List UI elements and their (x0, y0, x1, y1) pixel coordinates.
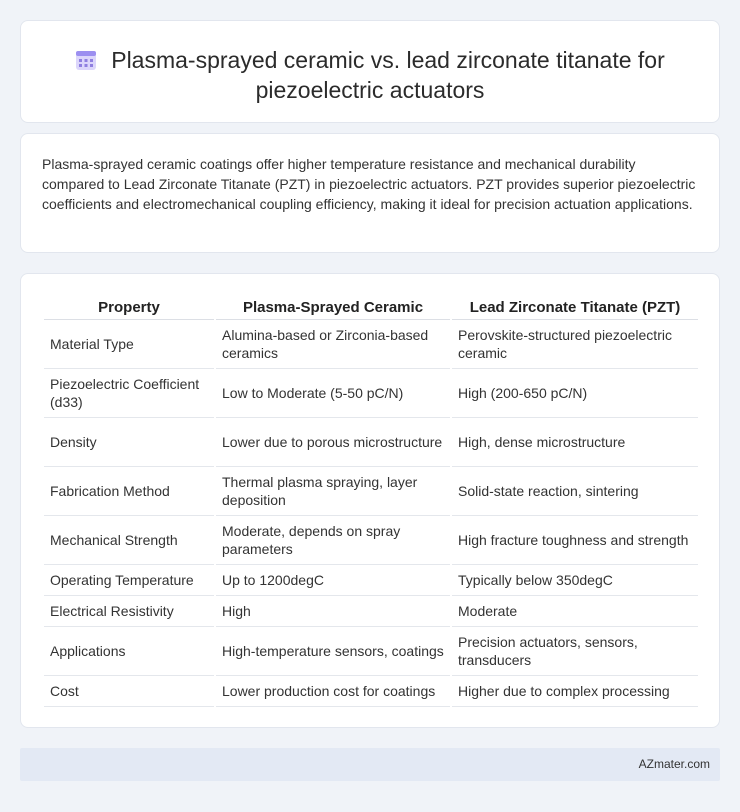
table-row (44, 565, 698, 596)
table-cell: Up to 1200degC (216, 565, 450, 596)
header-property: Property (44, 294, 214, 320)
table-row (44, 418, 698, 467)
table-cell: High, dense microstructure (452, 418, 698, 467)
header-plasma-sprayed-ceramic: Plasma-Sprayed Ceramic (216, 294, 450, 320)
summary-card (20, 133, 720, 253)
table-cell: Solid-state reaction, sintering (452, 467, 698, 516)
title-card (20, 20, 720, 123)
table-cell: Lower production cost for coatings (216, 676, 450, 707)
table-cell: Electrical Resistivity (44, 596, 214, 627)
table-cell: Typically below 350degC (452, 565, 698, 596)
table-cell: Perovskite-structured piezoelectric ceramic (452, 320, 698, 369)
table-cell: Fabrication Method (44, 467, 214, 516)
comparison-card (20, 273, 720, 728)
table-cell: High (200-650 pC/N) (452, 369, 698, 418)
table-cell: High (216, 596, 450, 627)
table-row (44, 467, 698, 516)
table-cell: Operating Temperature (44, 565, 214, 596)
table-cell: Alumina-based or Zirconia-based ceramics (216, 320, 450, 369)
summary-paragraph: Plasma-sprayed ceramic coatings offer higher temperature resistance and mechanical durability compared to Lead Zirconate Titanate (PZT) in piezoelectric actuators. PZT provides superior piezoelectric coefficients and electromechanical coupling efficiency, making it ideal for precision actuation applications. (42, 156, 696, 212)
table-cell: Mechanical Strength (44, 516, 214, 565)
page-title-text: Plasma-sprayed ceramic vs. lead zirconate titanate for piezoelectric actuators (111, 47, 665, 103)
table-row (44, 516, 698, 565)
footer-bar (20, 748, 720, 781)
table-row (44, 320, 698, 369)
header-pzt: Lead Zirconate Titanate (PZT) (452, 294, 698, 320)
footer-site-link[interactable]: AZmater.com (638, 757, 710, 771)
table-cell: Moderate (452, 596, 698, 627)
table-cell: Material Type (44, 320, 214, 369)
comparison-table (42, 294, 700, 707)
table-cell: Lower due to porous microstructure (216, 418, 450, 467)
table-cell: Applications (44, 627, 214, 676)
table-cell: Cost (44, 676, 214, 707)
table-row (44, 596, 698, 627)
table-cell: Moderate, depends on spray parameters (216, 516, 450, 565)
table-cell: Precision actuators, sensors, transducers (452, 627, 698, 676)
table-row (44, 676, 698, 707)
table-cell: Thermal plasma spraying, layer deposition (216, 467, 450, 516)
table-row (44, 627, 698, 676)
calendar-grid-icon (75, 48, 97, 70)
table-header-row (44, 294, 698, 320)
table-cell: Low to Moderate (5-50 pC/N) (216, 369, 450, 418)
table-cell: High fracture toughness and strength (452, 516, 698, 565)
title-block (21, 45, 719, 105)
table-cell: Piezoelectric Coefficient (d33) (44, 369, 214, 418)
table-cell: High-temperature sensors, coatings (216, 627, 450, 676)
table-cell: Higher due to complex processing (452, 676, 698, 707)
page-title (21, 45, 719, 105)
table-cell: Density (44, 418, 214, 467)
table-row (44, 369, 698, 418)
